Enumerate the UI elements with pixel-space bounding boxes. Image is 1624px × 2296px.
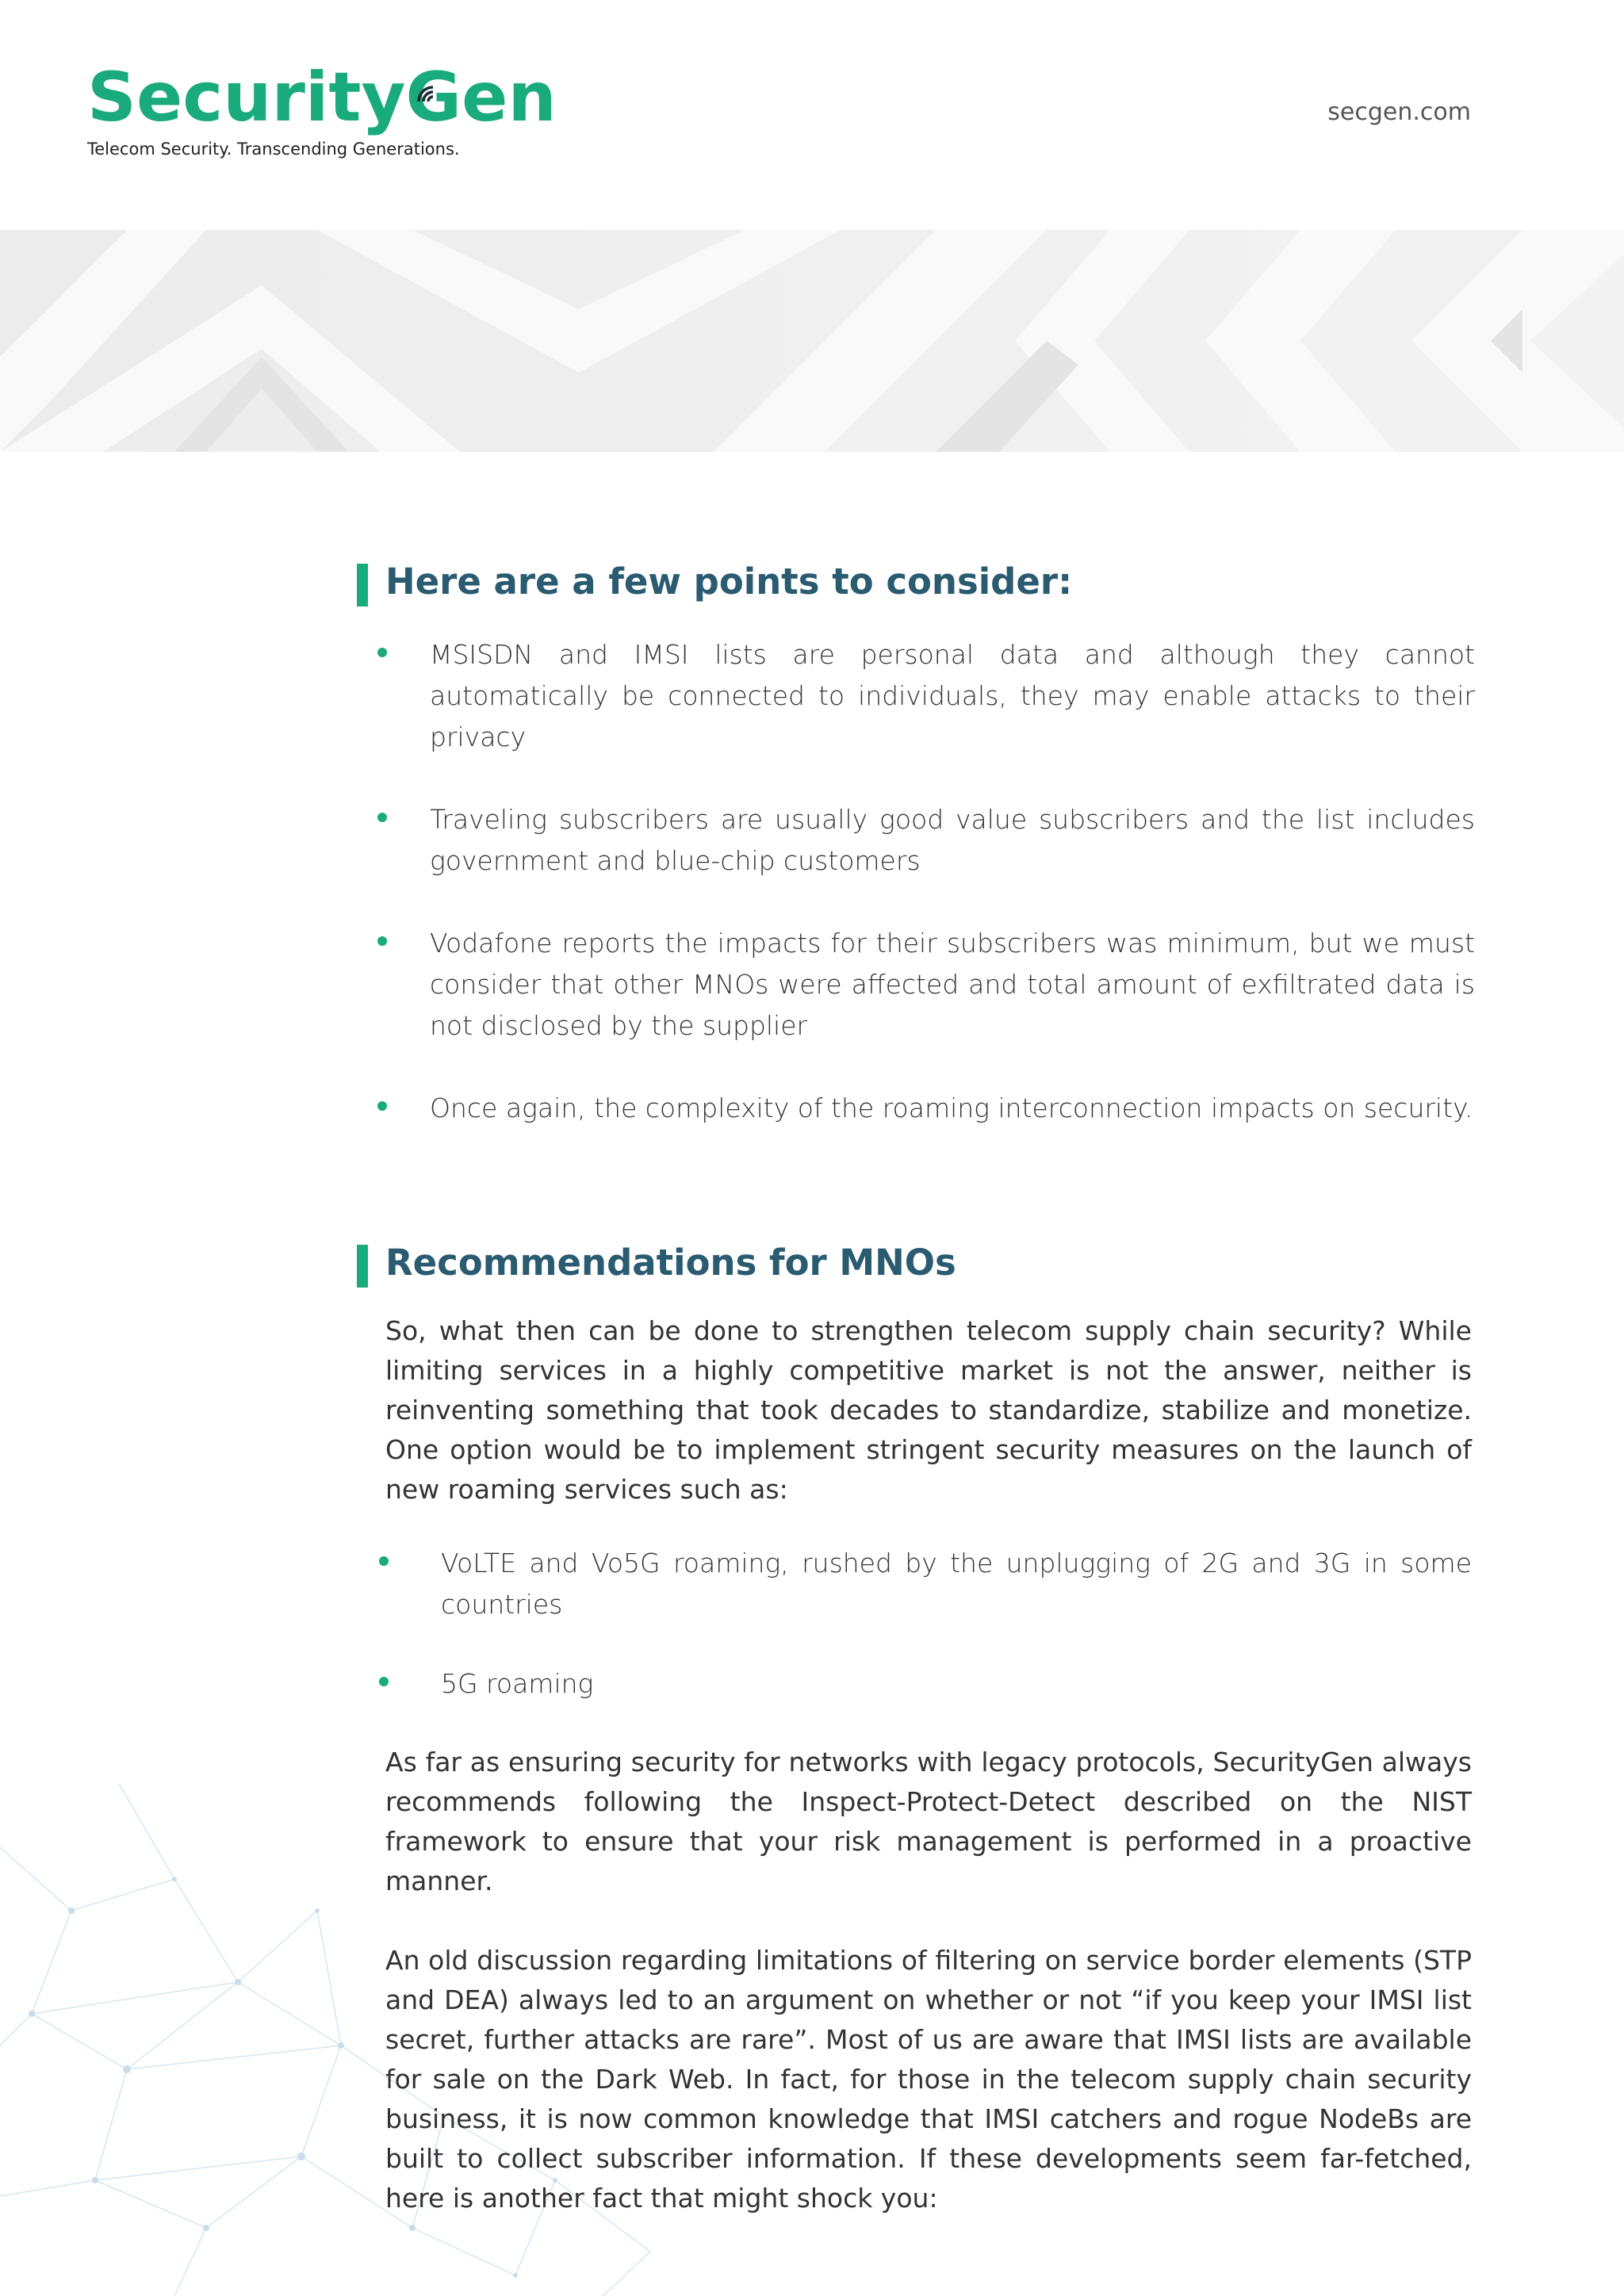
points-list bbox=[357, 634, 1475, 1129]
heading-text: Here are a few points to consider: bbox=[385, 561, 1073, 603]
bullet-icon bbox=[377, 813, 387, 822]
main-content bbox=[357, 559, 1475, 2218]
bullet-icon bbox=[379, 1677, 389, 1686]
list-item-text: Traveling subscribers are usually good value subscribers and the list includes government and blue-chip customers bbox=[430, 803, 1475, 876]
bullet-icon bbox=[379, 1556, 389, 1566]
list-item-text: Vodafone reports the impacts for their subscribers was minimum, but we must consider that other MNOs were affected and total amount of exfiltrated data is not disclosed by the supplier bbox=[430, 927, 1475, 1041]
bullet-icon bbox=[377, 936, 387, 946]
logo-text-left: Security bbox=[87, 58, 406, 137]
brand-logo bbox=[87, 58, 557, 159]
logo-wordmark bbox=[87, 58, 557, 137]
bullet-icon bbox=[377, 1101, 387, 1111]
list-item bbox=[441, 1663, 1472, 1705]
list-item bbox=[430, 799, 1475, 882]
list-item bbox=[441, 1543, 1472, 1625]
tagline: Telecom Security. Transcending Generations. bbox=[87, 140, 460, 159]
list-item-text: Once again, the complexity of the roaming interconnection impacts on security. bbox=[430, 1092, 1473, 1123]
website-url[interactable]: secgen.com bbox=[1327, 98, 1471, 126]
decorative-chevron-banner bbox=[0, 230, 1624, 452]
imsi-paragraph: An old discussion regarding limitations of filtering on service border elements (STP and DEA) always led to an argument on whether or not “if you keep your IMSI list secret, further attacks are rare”. Most of us are aware that IMSI lists are available for sale on the Dark Web. In fact, for those in the telecom supply chain security business, it is now common knowledge that IMSI catchers and rogue NodeBs are built to collect subscriber information. If these developments seem far-fetched, here is another fact that might shock you: bbox=[385, 1945, 1472, 2214]
section-heading-recommendations bbox=[357, 1240, 1475, 1287]
logo-g-letter: G bbox=[405, 58, 462, 137]
list-item-text: 5G roaming bbox=[441, 1668, 594, 1699]
logo-g bbox=[405, 58, 462, 137]
list-item bbox=[430, 923, 1475, 1047]
list-item-text: VoLTE and Vo5G roaming, rushed by the unplugging of 2G and 3G in some countries bbox=[441, 1548, 1472, 1620]
list-item-text: MSISDN and IMSI lists are personal data and although they cannot automatically be connected to individuals, they may enable attacks to their privacy bbox=[430, 638, 1475, 752]
heading-accent-bar bbox=[357, 1245, 368, 1288]
heading-text: Recommendations for MNOs bbox=[385, 1241, 956, 1284]
services-list bbox=[357, 1543, 1475, 1705]
bullet-icon bbox=[377, 648, 387, 657]
list-item bbox=[430, 634, 1475, 758]
section-heading-points bbox=[357, 559, 1475, 606]
intro-paragraph: So, what then can be done to strengthen telecom supply chain security? While limiting services in a highly competitive market is not the answer, neither is reinventing something that took decades to standardize, stabilize and monetize. One option would be to implement stringent security measures on the launch of new roaming services such as: bbox=[385, 1315, 1472, 1505]
logo-text-right: en bbox=[462, 58, 557, 137]
section-spacer bbox=[357, 1170, 1475, 1240]
nist-paragraph: As far as ensuring security for networks with legacy protocols, SecurityGen always recommends following the Inspect-Protect-Detect described on the NIST framework to ensure that your risk management is performed in a proactive manner. bbox=[385, 1747, 1472, 1896]
signal-waves-icon bbox=[412, 78, 444, 109]
list-item bbox=[430, 1088, 1475, 1129]
heading-accent-bar bbox=[357, 564, 368, 607]
